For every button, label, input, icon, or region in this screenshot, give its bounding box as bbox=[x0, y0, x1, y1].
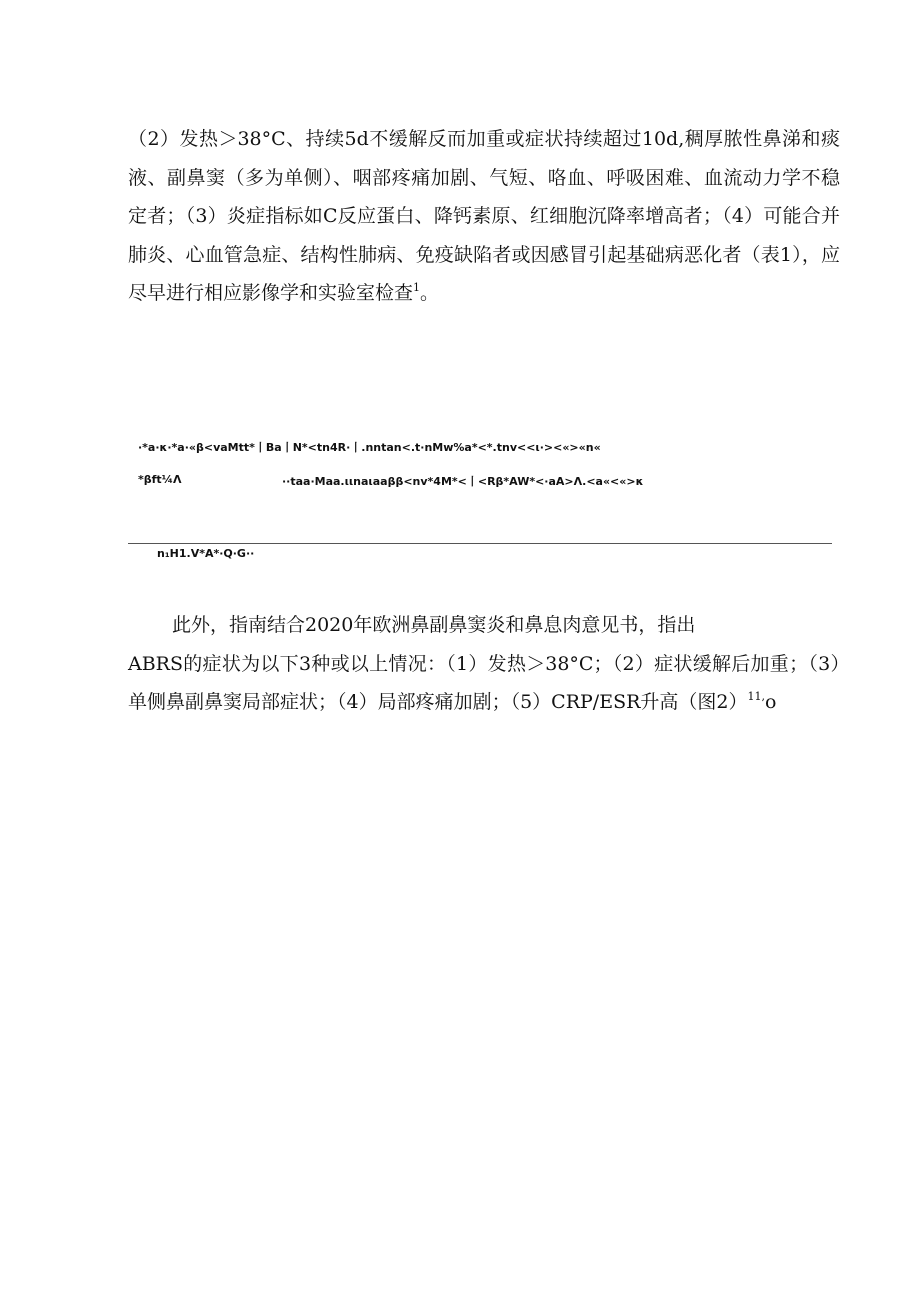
table-row-garbled-2-left: *βft¼Λ bbox=[138, 473, 182, 486]
paragraph-1-text: （2）发热＞38°C、持续5d不缓解反而加重或症状持续超过10d,稠厚脓性鼻涕和痰液、副鼻窦（多为单侧）、咽部疼痛加剧、气短、咯血、呼吸困难、血流动力学不稳定者；（3）炎症指标如C反应蛋白、降钙素原、红细胞沉降率增高者；（4）可能合并肺炎、心血管急症、结构性肺病、免疫缺陷者或因感冒引起基础病恶化者（表1），应尽早进行相应影像学和实验室检查 bbox=[128, 128, 840, 304]
table-row-garbled-1: ·*a·κ·*a·«β<vaMtt*丨Ba丨N*<tn4R·丨.nntan<.t·nMw%a*<*.tnv<<ι·><«>«n« bbox=[138, 441, 601, 454]
paragraph-2-rest: ABRS的症状为以下3种或以上情况：（1）发热＞38°C；（2）症状缓解后加重；（3）单侧鼻副鼻窦局部症状；（4）局部疼痛加剧；（5）CRP/ESR升高（图2） bbox=[128, 652, 840, 713]
paragraph-infection-criteria bbox=[128, 120, 840, 313]
paragraph-2-first-line: 此外，指南结合2020年欧洲鼻副鼻窦炎和鼻息肉意见书，指出 bbox=[172, 614, 696, 636]
paragraph-2-end: o bbox=[765, 691, 777, 713]
table-divider bbox=[128, 543, 832, 544]
table-caption-garbled: n₁H1.V*A*·Q·G·· bbox=[157, 547, 255, 560]
reference-marker: 1 bbox=[413, 281, 421, 294]
reference-marker: 11, bbox=[747, 690, 765, 703]
paragraph-abrs-symptoms bbox=[128, 606, 840, 722]
paragraph-1-end: 。 bbox=[420, 282, 440, 304]
table-row-garbled-2-right: ··taa·Maa.ιιnaιaaββ<nv*4M*<丨<Rβ*AW*<·aA>Λ.<a«<«>κ bbox=[282, 475, 644, 488]
